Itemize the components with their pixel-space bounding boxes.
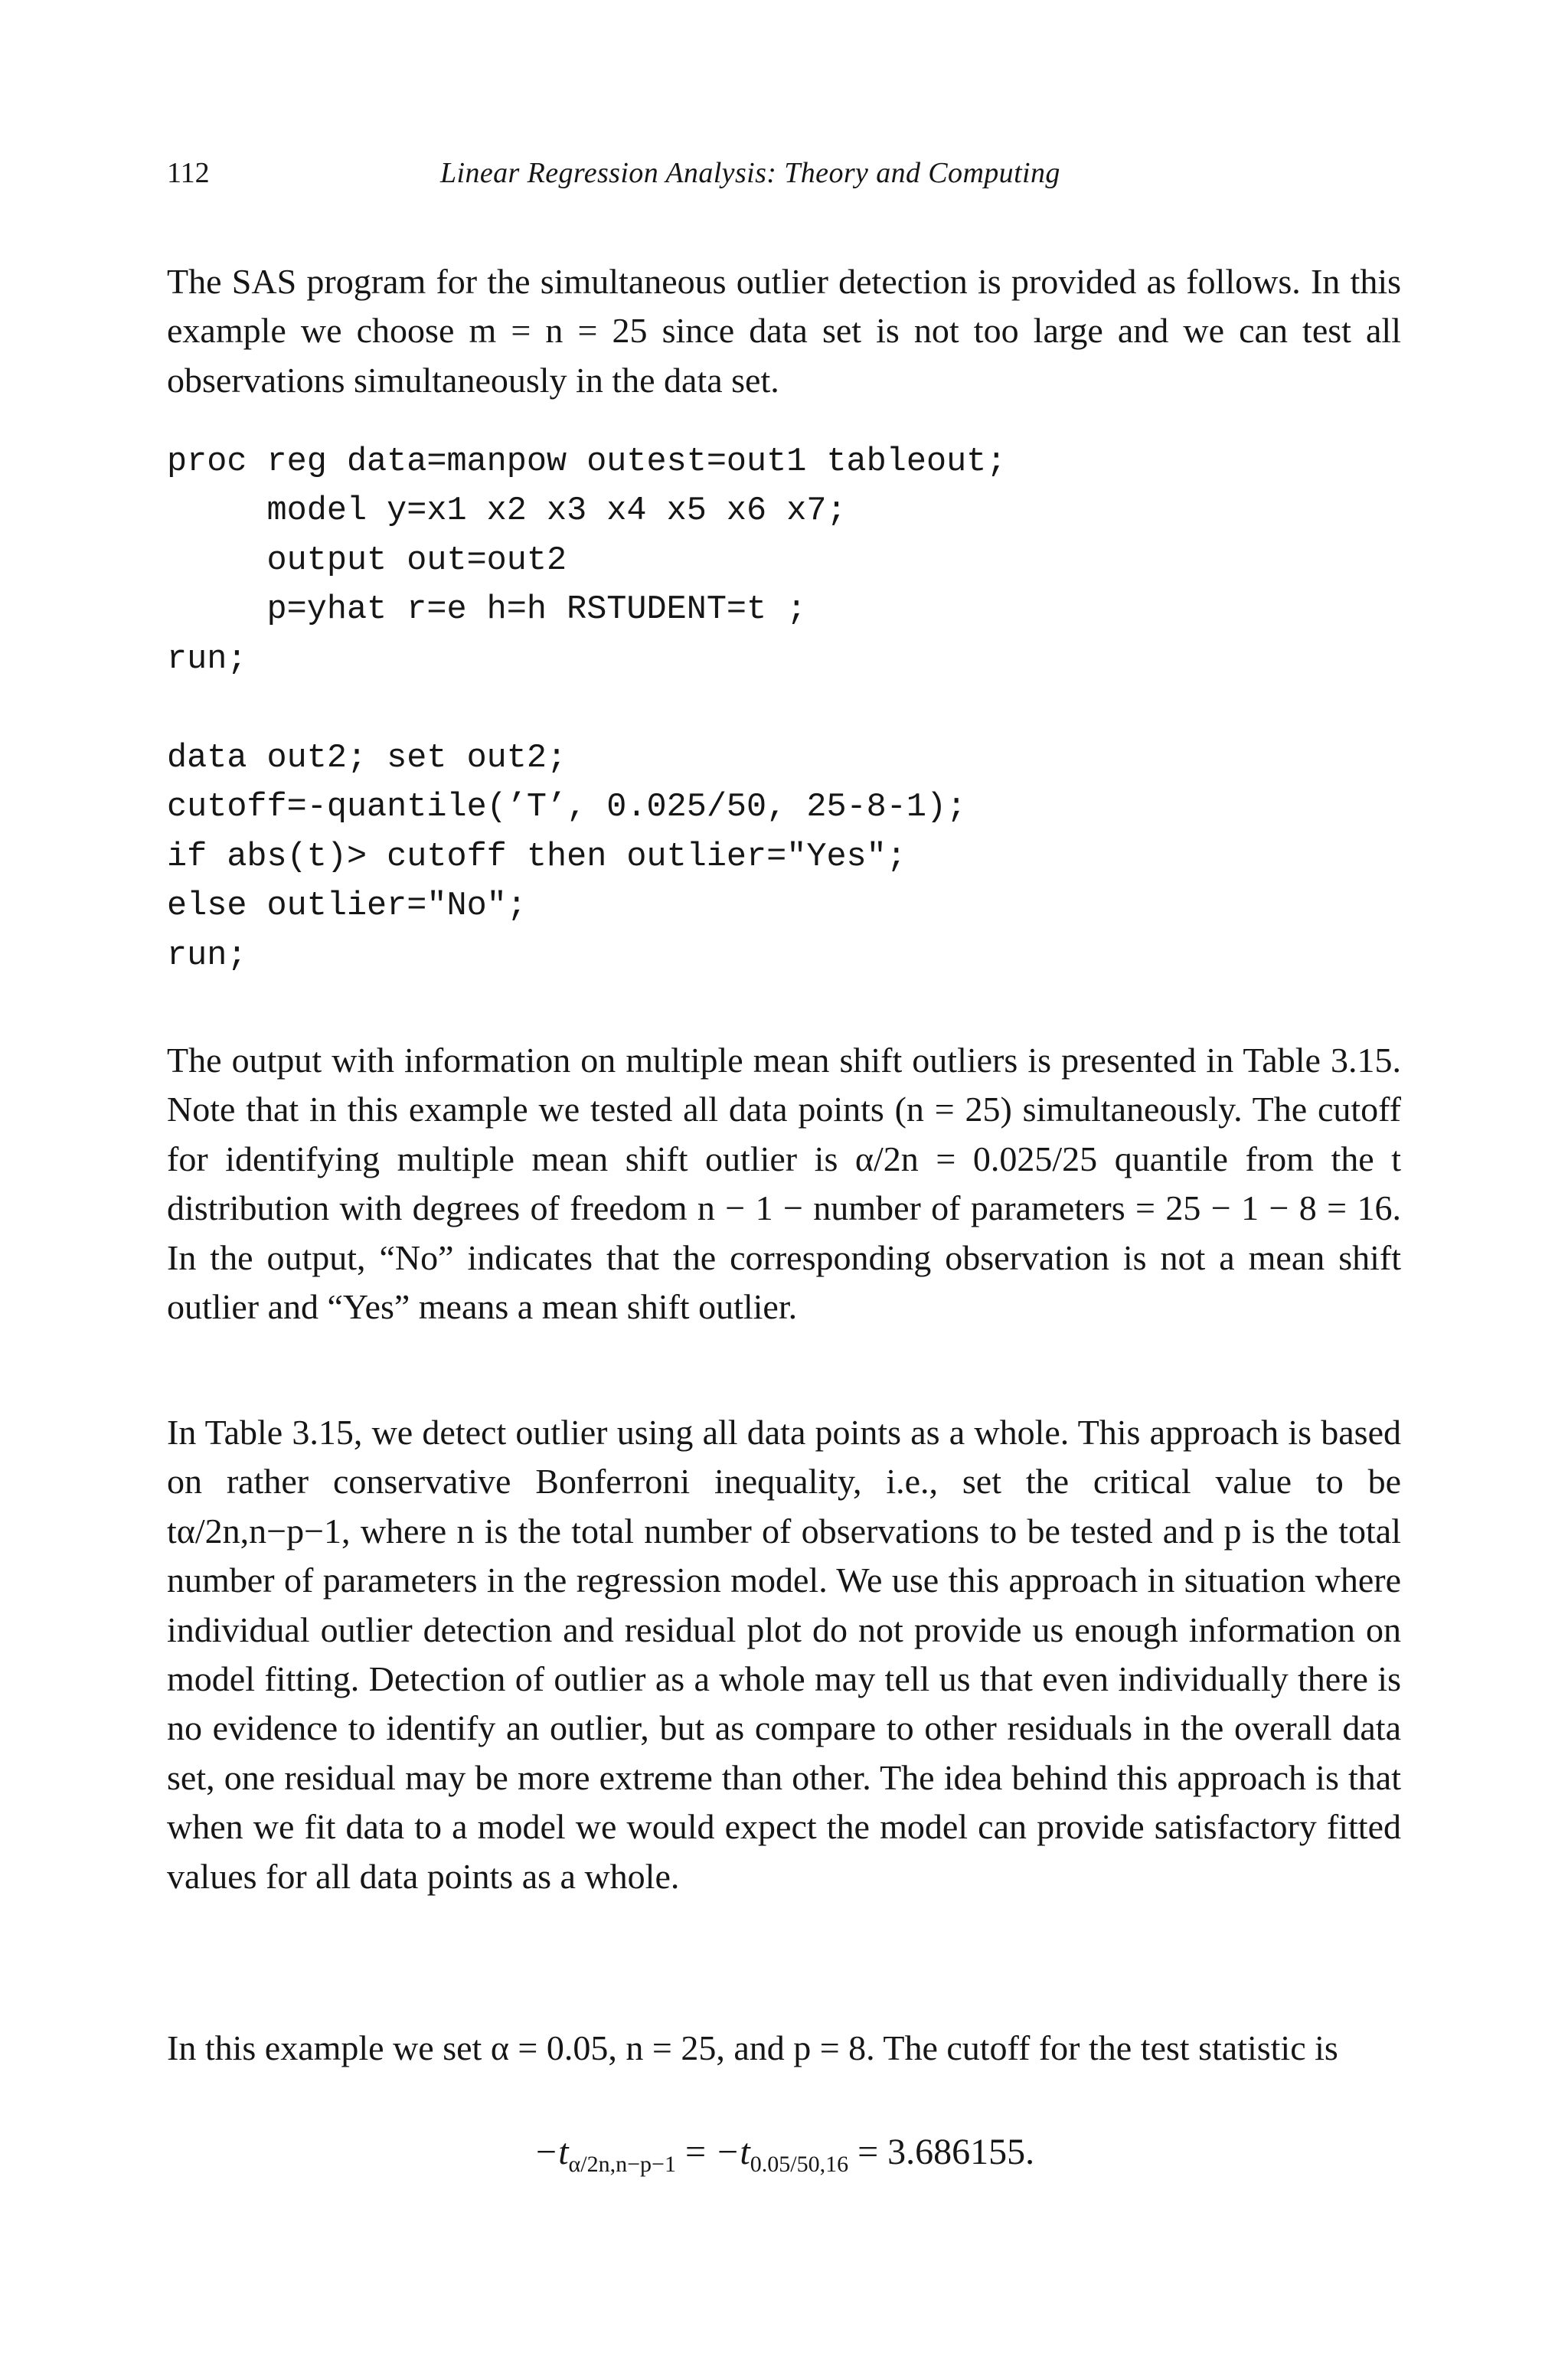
paragraph-bonferroni-approach: In Table 3.15, we detect outlier using all data points as a whole. This approach is based on rather conservative Bonferroni inequality, i.e., set the critical value to be tα/2n,n−p−1, where n is the total number of observations to be tested and p is the total number of parameters in the regression model. We use this approach in situation where individual outlier detection and residual plot do not provide us enough information on model fitting. Detection of outlier as a whole may tell us that even individually there is no evidence to identify an outlier, but as compare to other residuals in the overall data set, one residual may be more extreme than other. The idea behind this approach is that when we fit data to a model we would expect the model can provide satisfactory fitted values for all data points as a whole. xyxy=(167,1413,1401,1896)
equation-rhs-subscript: 0.05/50,16 xyxy=(750,2152,849,2177)
code-line: run; xyxy=(167,640,247,678)
paragraph-intro: The SAS program for the simultaneous outlier detection is provided as follows. In this example we choose m = n = 25 since data set is not too large and we can test all observations simultaneously in the data set. xyxy=(167,262,1401,400)
code-line: model y=x1 x2 x3 x4 x5 x6 x7; xyxy=(167,492,847,531)
equation-rhs-t: −t xyxy=(715,2132,750,2172)
sas-code-data-step xyxy=(167,734,966,981)
code-line: else outlier="No"; xyxy=(167,887,527,926)
running-title: Linear Regression Analysis: Theory and Computing xyxy=(440,157,1060,189)
code-line: output out=out2 xyxy=(167,541,567,580)
page-header xyxy=(0,156,1568,202)
code-line: cutoff=-quantile(’T’, 0.025/50, 25-8-1); xyxy=(167,789,967,827)
code-line: proc reg data=manpow outest=out1 tableout; xyxy=(167,443,1007,481)
page-number: 112 xyxy=(167,157,210,189)
code-line: if abs(t)> cutoff then outlier="Yes"; xyxy=(167,838,906,876)
equation-lhs-subscript: α/2n,n−p−1 xyxy=(568,2152,676,2177)
equation-value: 3.686155. xyxy=(887,2132,1035,2172)
code-line: p=yhat r=e h=h RSTUDENT=t ; xyxy=(167,591,807,629)
code-line: data out2; set out2; xyxy=(167,740,567,777)
paragraph-output-description: The output with information on multiple mean shift outliers is presented in Table 3.15. Note that in this example we tested all data points (n = 25) simultaneously. The cutoff for identifying multiple mean shift outlier is α/2n = 0.025/25 quantile from the t distribution with degrees of freedom n − 1 − number of parameters = 25 − 1 − 8 = 16. In the output, “No” indicates that the corresponding observation is not a mean shift outlier and “Yes” means a mean shift outlier. xyxy=(167,1041,1401,1327)
equation-equals: = xyxy=(675,2132,716,2172)
cutoff-equation xyxy=(0,2126,1568,2179)
equation-equals: = xyxy=(848,2132,888,2172)
sas-code-proc-reg xyxy=(167,438,1006,685)
code-line: run; xyxy=(167,936,247,975)
equation-lhs-t: −t xyxy=(533,2132,569,2172)
paragraph-cutoff-setup: In this example we set α = 0.05, n = 25, and p = 8. The cutoff for the test statistic is xyxy=(167,2028,1338,2067)
